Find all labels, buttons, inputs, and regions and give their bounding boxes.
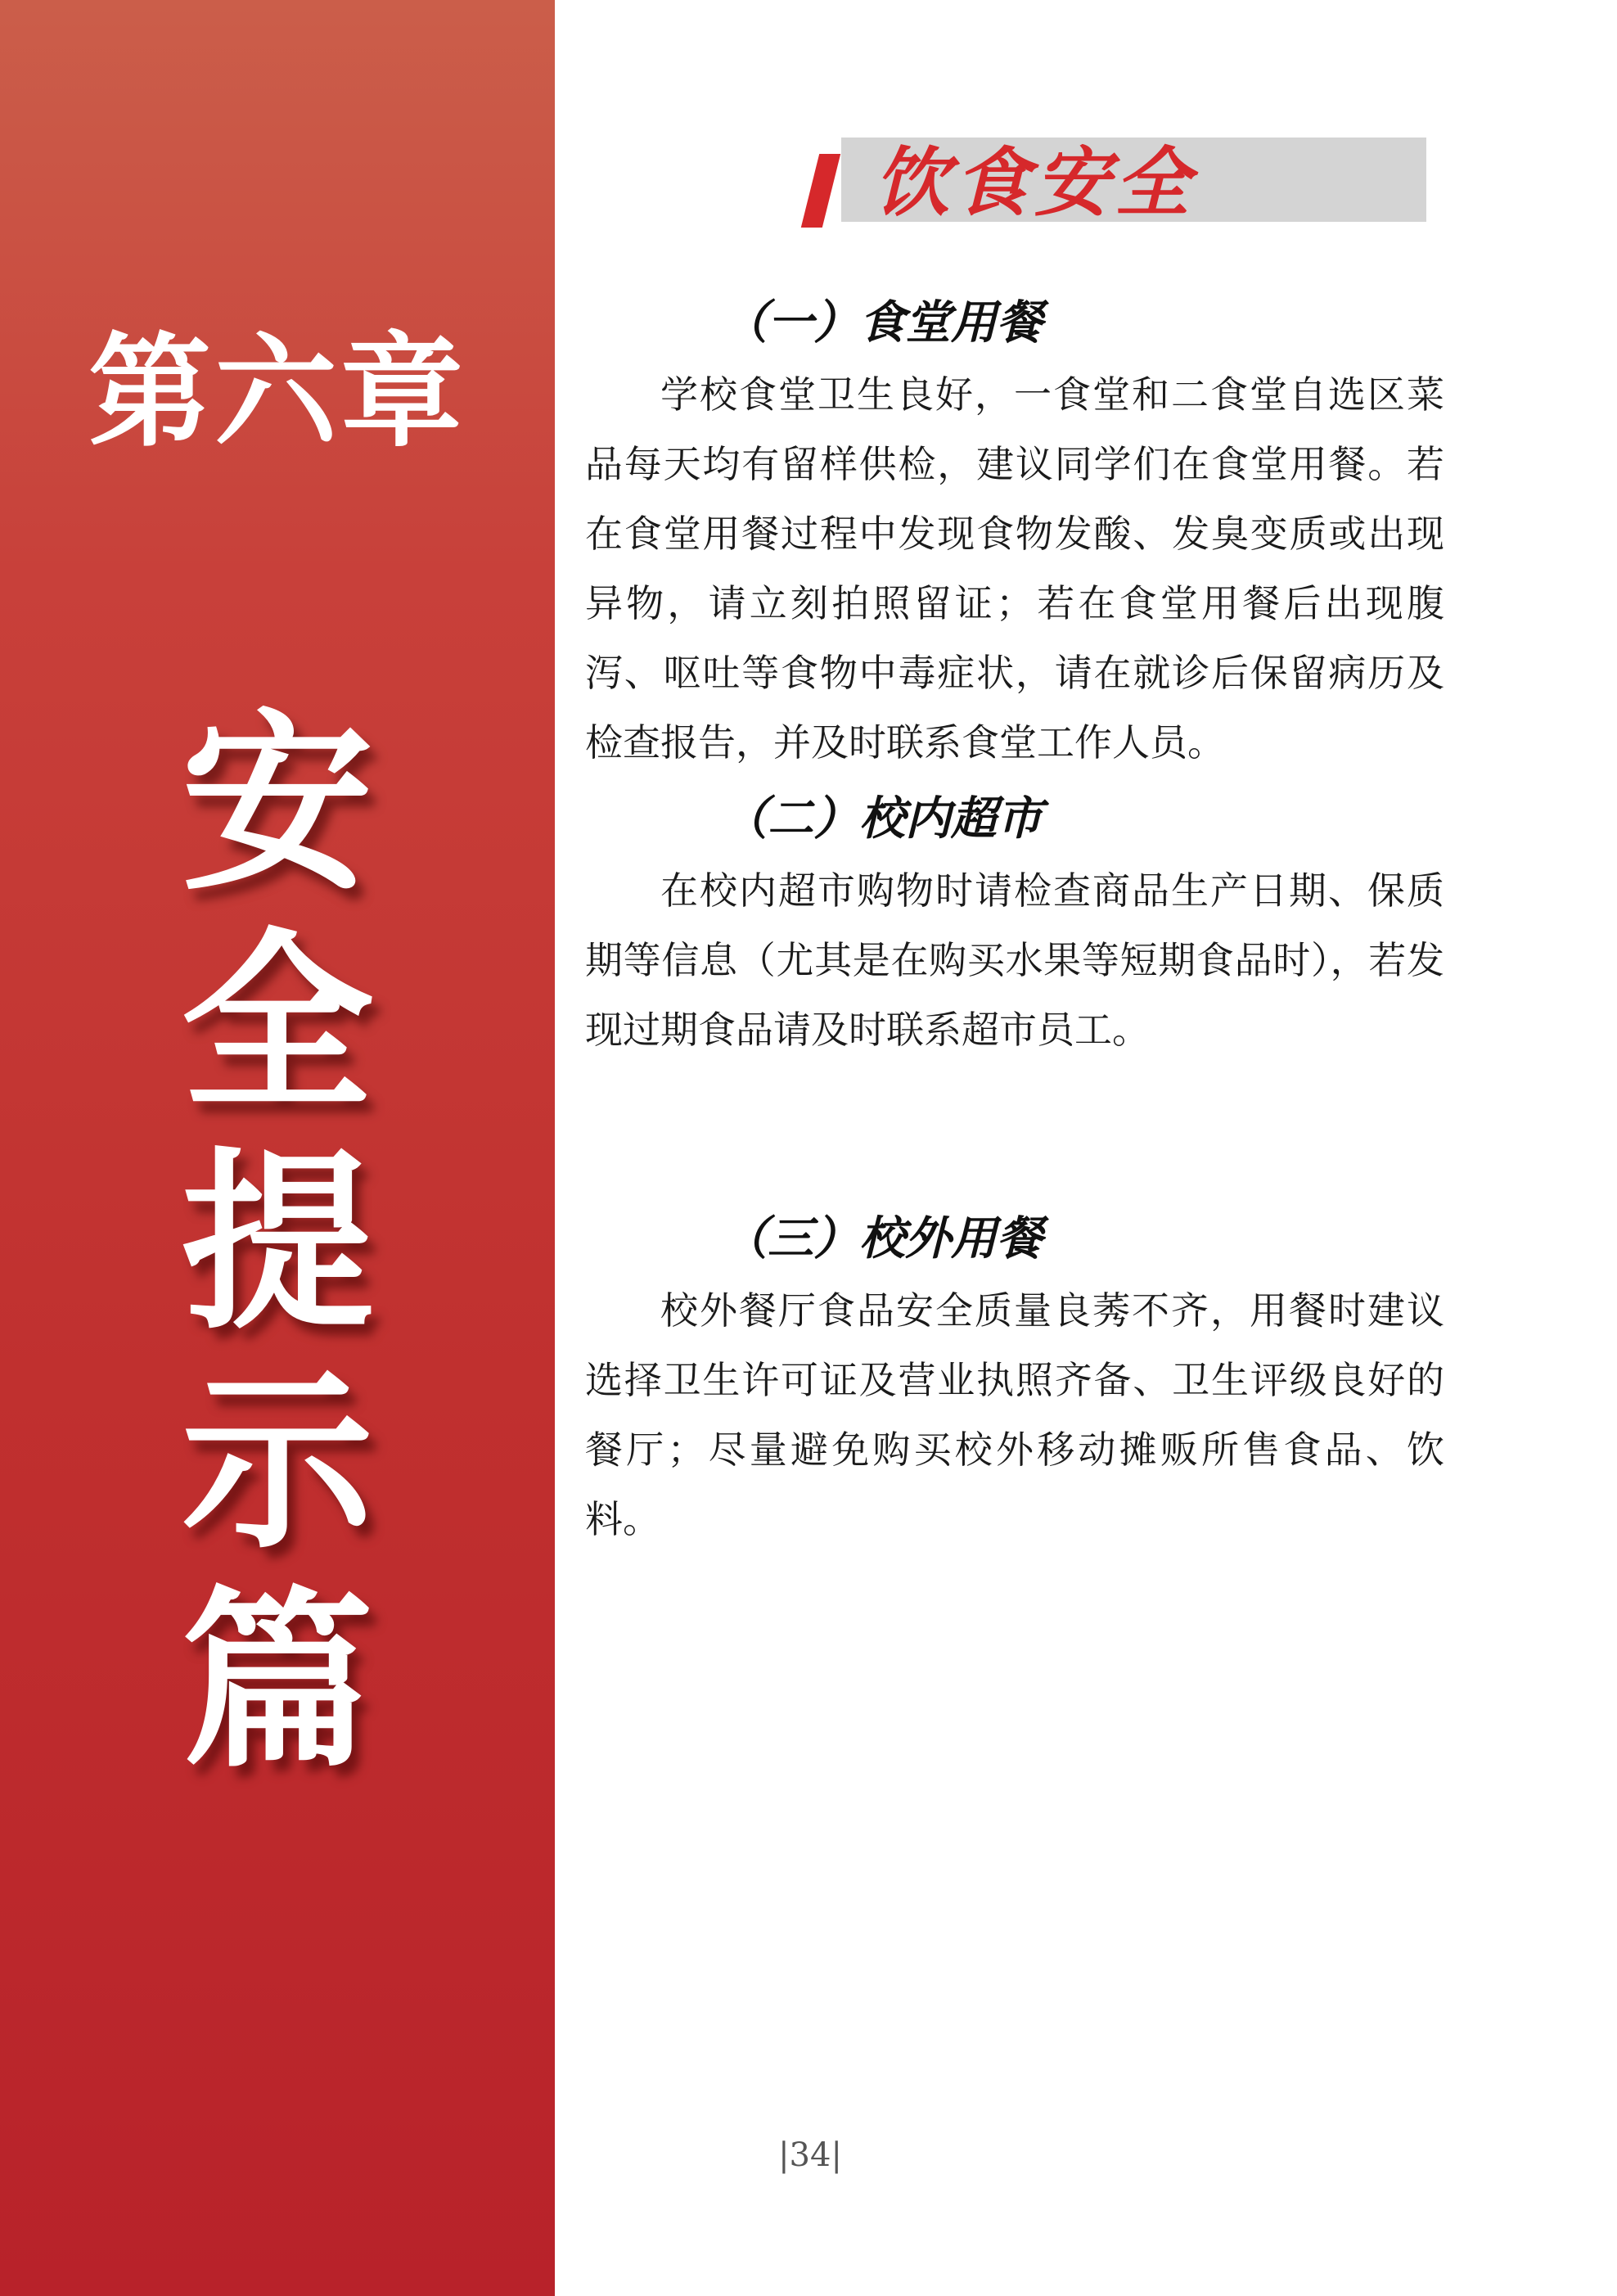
- chapter-title-char: 篇: [181, 1571, 374, 1794]
- section-heading-campus-market: （二）校内超市: [722, 792, 1043, 846]
- chapter-title-char: 全: [181, 913, 374, 1136]
- section-title: 饮食安全: [874, 139, 1196, 227]
- section-heading-off-campus: （三）校外用餐: [722, 1212, 1043, 1265]
- main-content: [585, 286, 1444, 1554]
- banner-accent-bar: [801, 154, 840, 228]
- section-body-campus-market: 在校内超市购物时请检查商品生产日期、保质期等信息（尤其是在购买水果等短期食品时），若发现过期食品请及时联系超市员工。: [585, 868, 1444, 1052]
- page-number: |34|: [778, 2136, 842, 2174]
- section-body-canteen: 学校食堂卫生良好，一食堂和二食堂自选区菜品每天均有留样供检，建议同学们在食堂用餐。若在食堂用餐过程中发现食物发酸、发臭变质或出现异物，请立刻拍照留证；若在食堂用餐后出现腹泻、呕吐等食物中毒症状，请在就诊后保留病历及检查报告，并及时联系食堂工作人员。: [585, 372, 1444, 765]
- chapter-title: [0, 693, 555, 1794]
- chapter-number: 第六章: [88, 322, 466, 464]
- chapter-title-char: 提: [181, 1132, 374, 1355]
- chapter-title-char: 安: [181, 693, 374, 917]
- section-heading-canteen: （一）食堂用餐: [722, 296, 1043, 350]
- chapter-title-char: 示: [181, 1351, 374, 1575]
- chapter-side-panel: [0, 0, 555, 2296]
- section-body-off-campus: 校外餐厅食品安全质量良莠不齐，用餐时建议选择卫生许可证及营业执照齐备、卫生评级良好的餐厅；尽量避免购买校外移动摊贩所售食品、饮料。: [585, 1288, 1444, 1541]
